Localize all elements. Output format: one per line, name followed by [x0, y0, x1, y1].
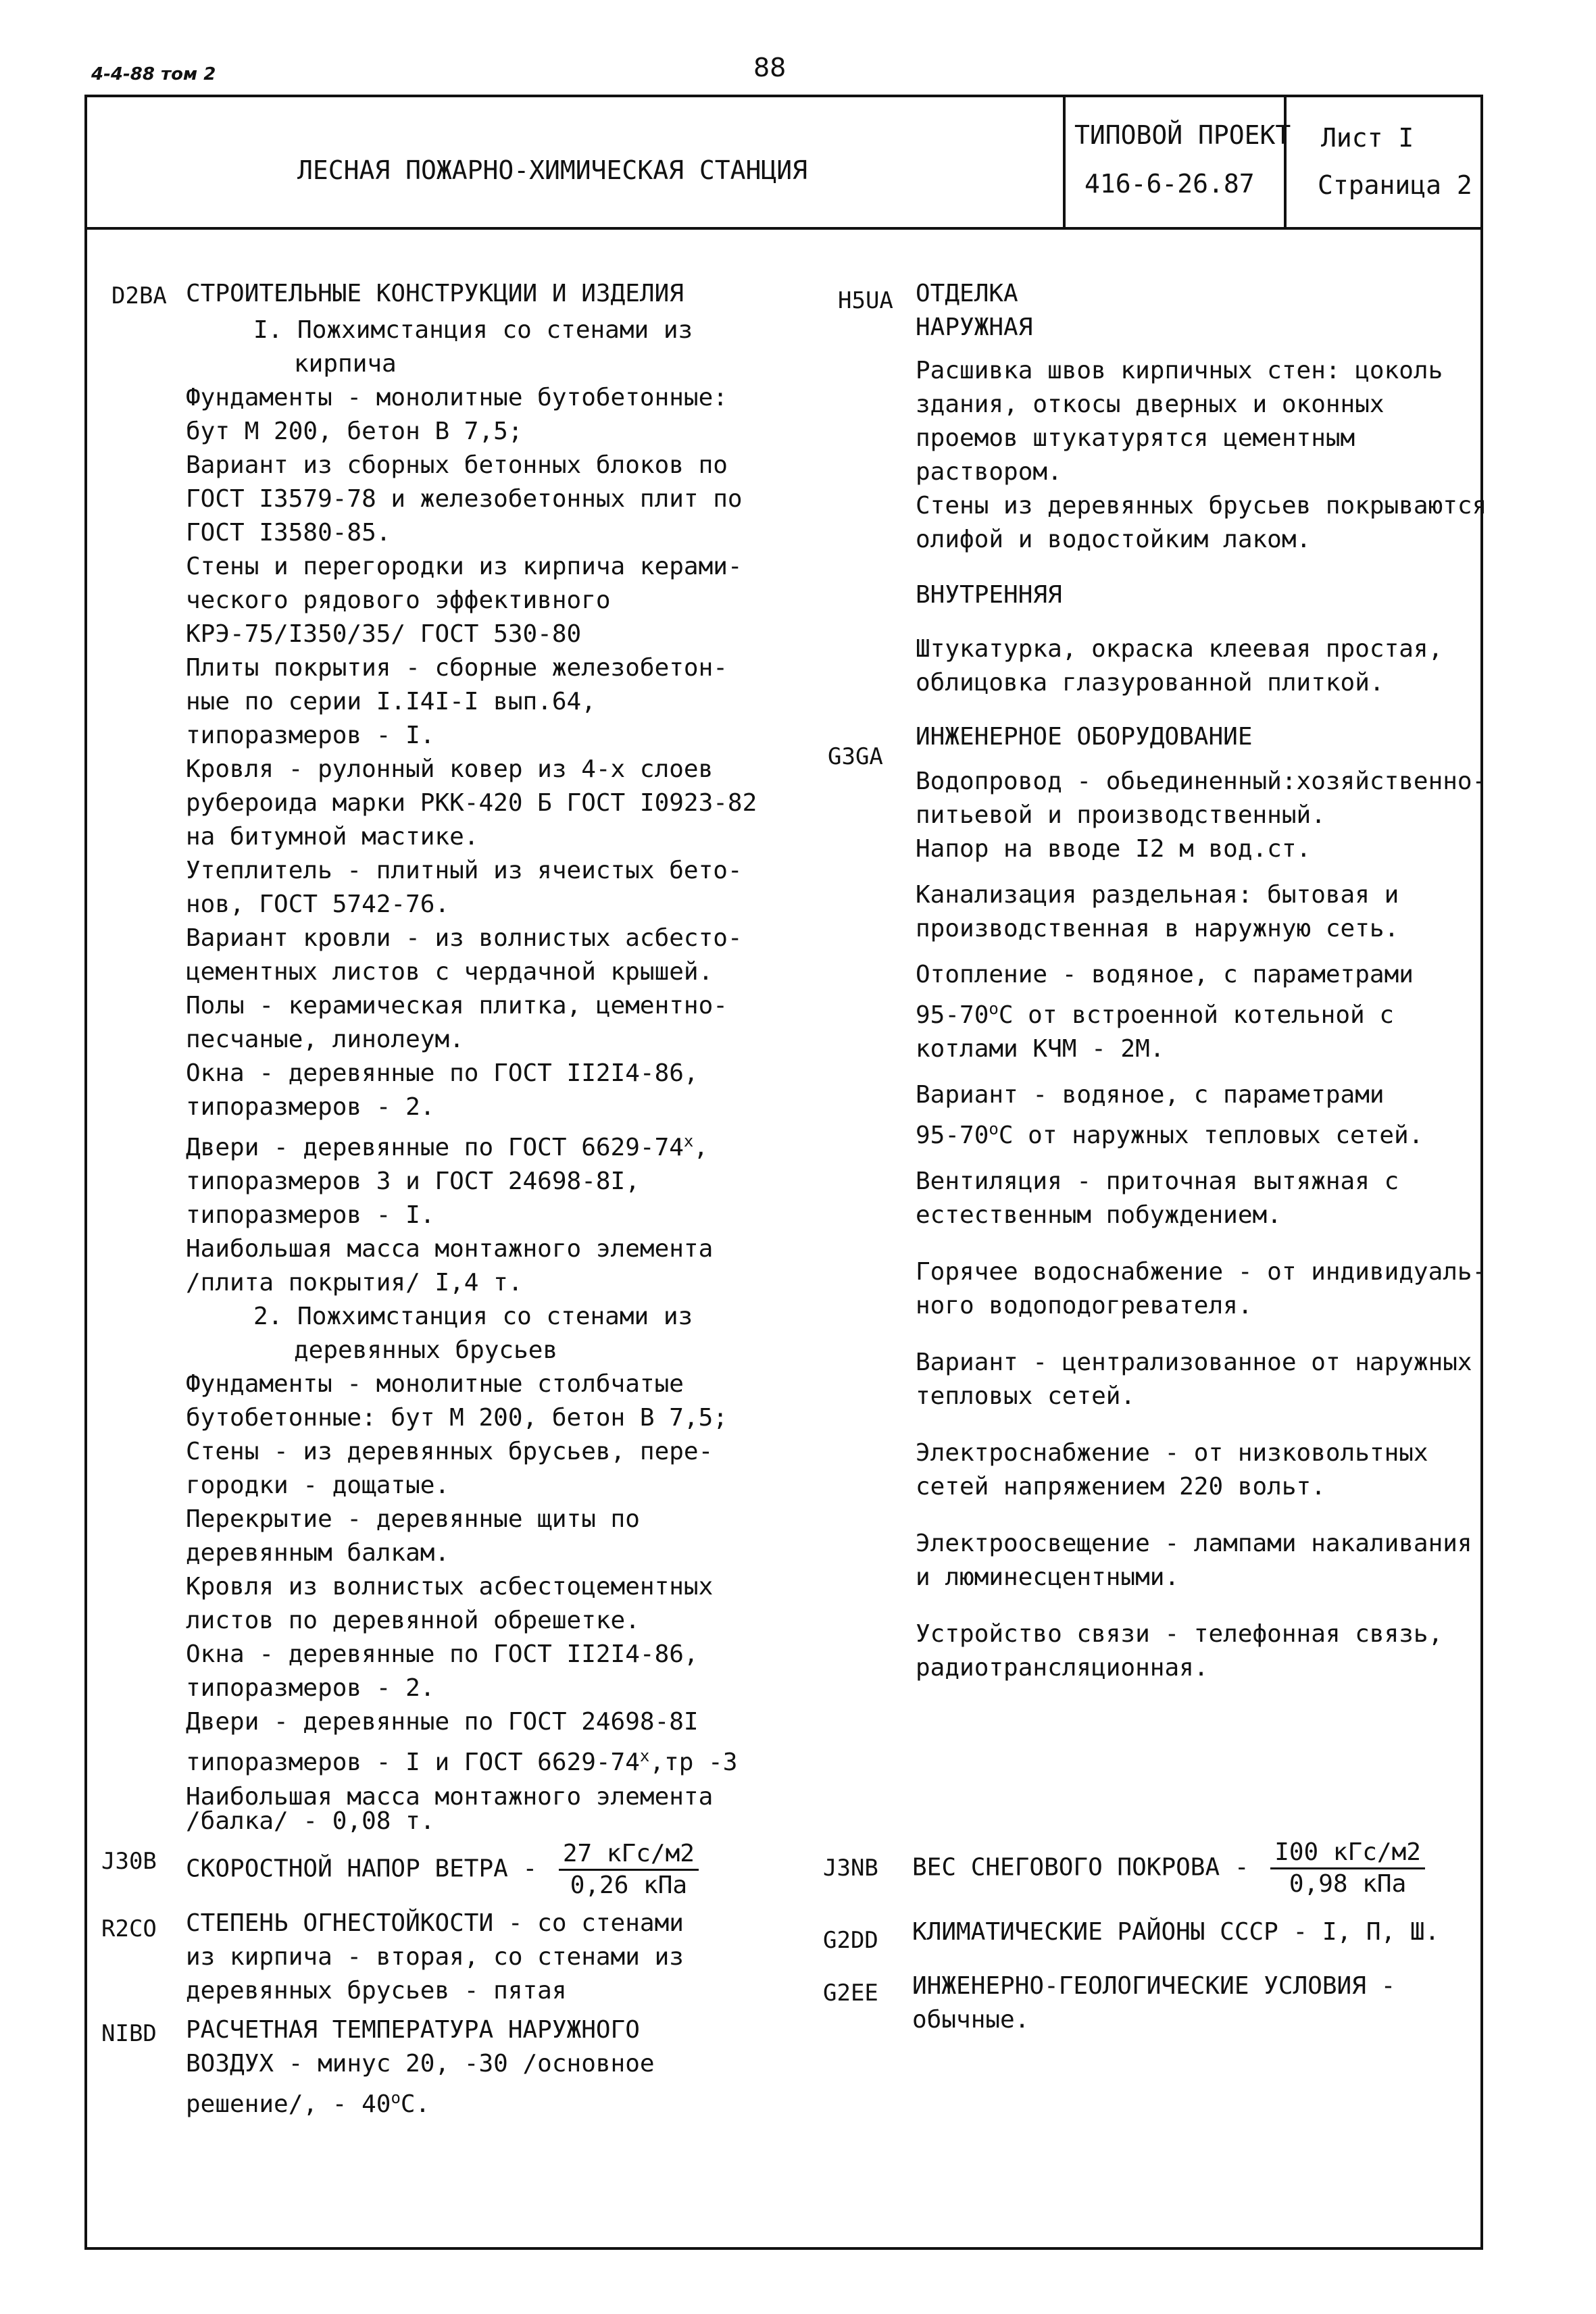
text-line: Фундаменты - монолитные бутобетонные:	[186, 384, 728, 411]
text-line: Фундаменты - монолитные столбчатые	[186, 1370, 684, 1398]
text-line: на битумной мастике.	[186, 823, 479, 851]
text-line: Горячее водоснабжение - от индивидуаль-	[916, 1258, 1487, 1286]
text-line: СТЕПЕНЬ ОГНЕСТОЙКОСТИ - со стенами	[186, 1909, 684, 1937]
doors-text: Двери - деревянные по ГОСТ 6629-74	[186, 1134, 684, 1161]
text-line: Перекрытие - деревянные щиты по	[186, 1505, 640, 1533]
code-h5ua: H5UA	[838, 287, 893, 314]
text-line: Вариант кровли - из волнистых асбесто-	[186, 924, 743, 952]
text-line: Стены - из деревянных брусьев, пере-	[186, 1438, 714, 1465]
doors-line-1: Двери - деревянные по ГОСТ 6629-74$^x$,	[186, 1132, 709, 1161]
temp-unit: С.	[400, 2090, 430, 2118]
text-line: Вариант из сборных бетонных блоков по	[186, 451, 728, 479]
text-line: ные по серии I.I4I-I вып.64,	[186, 688, 596, 715]
text-line: ного водоподогревателя.	[916, 1292, 1253, 1319]
superscript-x: x	[683, 1132, 694, 1151]
section-title-equipment: ИНЖЕНЕРНОЕ ОБОРУДОВАНИЕ	[916, 723, 1253, 751]
text-line: /плита покрытия/ I,4 т.	[186, 1269, 523, 1297]
text-line	[186, 2081, 655, 2121]
snow-numerator: I00 кГс/м2	[1270, 1838, 1425, 1869]
section-title-constructions: СТРОИТЕЛЬНЫЕ КОНСТРУКЦИИ И ИЗДЕЛИЯ	[186, 280, 684, 307]
text-line: рубероида марки РКК-420 Б ГОСТ I0923-82	[186, 789, 757, 817]
text-line: Наибольшая масса монтажного элемента	[186, 1235, 714, 1263]
text-line: типоразмеров - I.	[186, 722, 435, 749]
text-line: Утеплитель - плитный из ячеистых бето-	[186, 857, 743, 884]
code-d2ba: D2BA	[111, 282, 167, 309]
code-g3ga: G3GA	[828, 743, 883, 770]
text-line: ГОСТ I3580-85.	[186, 519, 391, 547]
snow-fraction	[1270, 1838, 1425, 1899]
temp-text: решение/, - 40	[186, 2090, 391, 2118]
text-line: РАСЧЕТНАЯ ТЕМПЕРАТУРА НАРУЖНОГО	[186, 2016, 640, 2044]
text-line: цементных листов с чердачной крышей.	[186, 958, 714, 986]
subsection-outer: НАРУЖНАЯ	[916, 313, 1033, 341]
code-g2dd: G2DD	[823, 1927, 878, 1954]
text-line: Водопровод - обьединенный:хозяйственно-	[916, 768, 1487, 795]
page-label: Страница 2	[1318, 170, 1472, 200]
text-line: /балка/ - 0,08 т.	[186, 1807, 435, 1835]
temp-range: 95-70	[916, 1001, 989, 1029]
text-line: песчаные, линолеум.	[186, 1026, 464, 1053]
text-line: деревянных брусьев - пятая	[186, 1977, 567, 2005]
text-line	[916, 992, 1487, 1032]
text-line: бут М 200, бетон В 7,5;	[186, 418, 523, 445]
text-line: Напор на вводе I2 м вод.ст.	[916, 835, 1312, 863]
text-line: КРЭ-75/I350/35/ ГОСТ 530-80	[186, 620, 582, 648]
subsection-timber-2: деревянных брусьев	[294, 1336, 558, 1364]
snow-load	[912, 1838, 1425, 1899]
header-divider-2	[1284, 95, 1287, 227]
snow-denominator: 0,98 кПа	[1289, 1870, 1407, 1898]
text-line: Окна - деревянные по ГОСТ II2I4-86,	[186, 1059, 699, 1087]
text-line: Наибольшая масса монтажного элемента	[186, 1783, 714, 1811]
degree-mark: о	[989, 1120, 999, 1138]
subsection-brick-2: кирпича	[294, 350, 397, 378]
subsection-brick: I. Пожхимстанция со стенами из	[253, 316, 693, 344]
text-line: Вентиляция - приточная вытяжная с	[916, 1167, 1399, 1195]
text-line	[916, 1112, 1487, 1153]
snow-label: ВЕС СНЕГОВОГО ПОКРОВА -	[912, 1853, 1249, 1882]
doors-line-2	[186, 1739, 757, 1780]
wind-pressure	[186, 1839, 699, 1901]
fire-resistance	[186, 1907, 684, 2008]
header-divider	[84, 227, 1483, 230]
design-temperature	[186, 2013, 655, 2121]
text-line: типоразмеров - 2.	[186, 1093, 435, 1121]
text-line: Плиты покрытия - сборные железобетон-	[186, 654, 728, 682]
heating-text: С от наружных тепловых сетей.	[998, 1122, 1424, 1149]
text-line: нов, ГОСТ 5742-76.	[186, 890, 450, 918]
text-line: тепловых сетей.	[916, 1382, 1136, 1410]
code-g2ee: G2EE	[823, 1980, 878, 2007]
text-line: Кровля - рулонный ковер из 4-х слоев	[186, 755, 714, 783]
project-code: 416-6-26.87	[1084, 169, 1255, 199]
text-line: Отопление - водяное, с параметрами	[916, 961, 1414, 988]
left-column	[186, 277, 757, 1834]
climate-regions: КЛИМАТИЧЕСКИЕ РАЙОНЫ СССР - I, П, Ш.	[912, 1918, 1440, 1946]
text-line: Электроснабжение - от низковольтных	[916, 1439, 1428, 1467]
text-line: обычные.	[912, 2006, 1030, 2034]
text-line: проемов штукатурятся цементным	[916, 424, 1355, 452]
sheet-label: Лист I	[1321, 123, 1414, 153]
text-line: типоразмеров - I.	[186, 1201, 435, 1229]
section-title-finishing: ОТДЕЛКА	[916, 280, 1018, 307]
text-line: бутобетонные: бут М 200, бетон В 7,5;	[186, 1404, 728, 1432]
wind-numerator: 27 кГс/м2	[559, 1839, 699, 1871]
wind-label: СКОРОСТНОЙ НАПОР ВЕТРА -	[186, 1855, 538, 1883]
wind-fraction	[559, 1839, 699, 1901]
code-j3nb: J3NB	[823, 1855, 878, 1882]
text-line: естественным побуждением.	[916, 1201, 1282, 1229]
wind-denominator: 0,26 кПа	[570, 1871, 688, 1899]
text-line: питьевой и производственный.	[916, 801, 1326, 829]
text-line: листов по деревянной обрешетке.	[186, 1607, 640, 1634]
text-line: деревянным балкам.	[186, 1539, 450, 1567]
text-line: Стены из деревянных брусьев покрываются	[916, 492, 1487, 520]
text-line: сетей напряжением 220 вольт.	[916, 1473, 1326, 1501]
text-line: радиотрансляционная.	[916, 1654, 1209, 1682]
doors-text-end: ,тр -3	[649, 1749, 738, 1776]
text-line: ВОЗДУХ - минус 20, -30 /основное	[186, 2050, 655, 2078]
text-line: и люминесцентными.	[916, 1563, 1180, 1591]
document-title: ЛЕСНАЯ ПОЖАРНО-ХИМИЧЕСКАЯ СТАНЦИЯ	[297, 155, 807, 185]
text-line: облицовка глазурованной плиткой.	[916, 669, 1385, 697]
text-line: Стены и перегородки из кирпича керами-	[186, 553, 743, 580]
right-column	[916, 277, 1487, 1685]
code-j30b: J30B	[101, 1848, 157, 1875]
text-line: городки - дощатые.	[186, 1472, 450, 1499]
text-line: Расшивка швов кирпичных стен: цоколь	[916, 357, 1443, 384]
series-label: 4-4-88 том 2	[91, 64, 216, 84]
degree-mark: о	[391, 2088, 401, 2107]
text-line: Кровля из волнистых асбестоцементных	[186, 1573, 714, 1601]
text-line: олифой и водостойким лаком.	[916, 526, 1312, 553]
text-line: здания, откосы дверных и оконных	[916, 391, 1385, 418]
page-number: 88	[753, 53, 787, 82]
text-line: Полы - керамическая плитка, цементно-	[186, 992, 728, 1020]
text-line: раствором.	[916, 458, 1062, 486]
project-type: ТИПОВОЙ ПРОЕКТ	[1074, 120, 1291, 150]
subsection-timber: 2. Пожхимстанция со стенами из	[253, 1303, 693, 1330]
code-r2co: R2CO	[101, 1915, 157, 1942]
text-line: из кирпича - вторая, со стенами из	[186, 1943, 684, 1971]
header-divider-1	[1063, 95, 1066, 227]
text-line: Канализация раздельная: бытовая и	[916, 881, 1399, 909]
superscript-x: x	[639, 1746, 650, 1765]
text-line: Вариант - водяное, с параметрами	[916, 1081, 1385, 1109]
text-line: ГОСТ I3579-78 и железобетонных плит по	[186, 485, 743, 513]
text-line: Электроосвещение - лампами накаливания	[916, 1530, 1472, 1557]
heating-text: С от встроенной котельной с	[998, 1001, 1395, 1029]
text-line: Двери - деревянные по ГОСТ 24698-8I	[186, 1708, 699, 1736]
degree-mark: о	[989, 999, 999, 1018]
subsection-inner: ВНУТРЕННЯЯ	[916, 581, 1062, 609]
text-line: ческого рядового эффективного	[186, 586, 611, 614]
text-line: типоразмеров - 2.	[186, 1674, 435, 1702]
text-line: ИНЖЕНЕРНО-ГЕОЛОГИЧЕСКИЕ УСЛОВИЯ -	[912, 1972, 1396, 2000]
text-line: Устройство связи - телефонная связь,	[916, 1620, 1443, 1648]
text-line: котлами КЧМ - 2М.	[916, 1035, 1165, 1063]
text-line: Штукатурка, окраска клеевая простая,	[916, 635, 1443, 663]
code-nibd: NIBD	[101, 2020, 157, 2047]
geo-conditions	[912, 1969, 1395, 2037]
text-line: типоразмеров 3 и ГОСТ 24698-8I,	[186, 1167, 640, 1195]
temp-range: 95-70	[916, 1122, 989, 1149]
doors-text: типоразмеров - I и ГОСТ 6629-74	[186, 1749, 640, 1776]
text-line: Окна - деревянные по ГОСТ II2I4-86,	[186, 1640, 699, 1668]
text-line: производственная в наружную сеть.	[916, 915, 1399, 942]
text-line: Вариант - централизованное от наружных	[916, 1349, 1472, 1376]
